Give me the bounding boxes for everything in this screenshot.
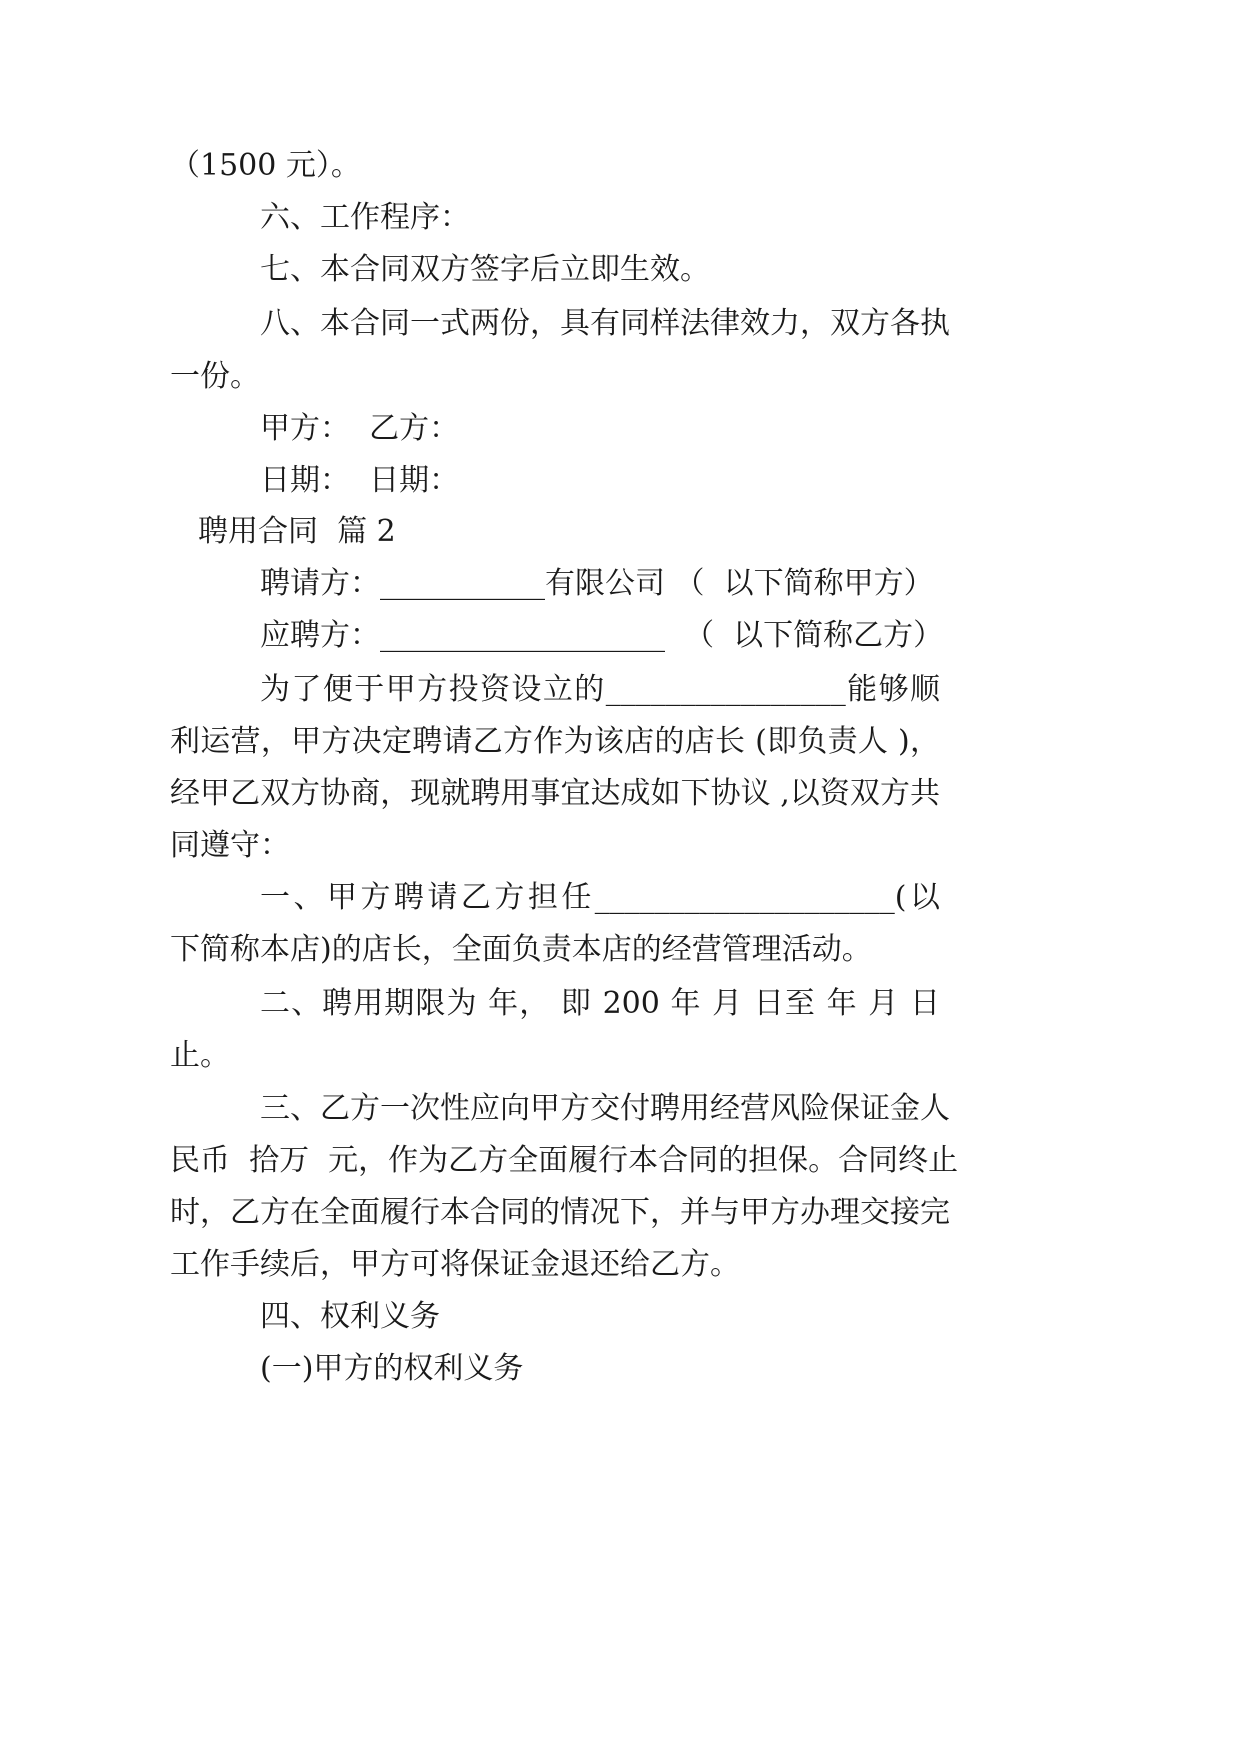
line-purpose-3: 经甲乙双方协商，现就聘用事宜达成如下协议 ,以资双方共 — [170, 776, 940, 811]
line-employer: 聘请方：___________有限公司 （ 以下简称甲方） — [260, 566, 934, 601]
line-purpose: 为了便于甲方投资设立的________________能够顺 — [260, 672, 940, 707]
line-item-3: 三、乙方一次性应向甲方交付聘用经营风险保证金人 — [260, 1091, 950, 1126]
line-amount: （1500 元）。 — [170, 148, 361, 183]
line-item-3-cont-2: 时，乙方在全面履行本合同的情况下，并与甲方办理交接完 — [170, 1195, 950, 1230]
section-heading: 聘用合同 篇 2 — [198, 514, 396, 549]
line-item-3-cont-1: 民币 拾万 元，作为乙方全面履行本合同的担保。合同终止 — [170, 1143, 959, 1178]
line-signatures: 甲方： 乙方： — [260, 411, 460, 446]
line-item-1: 一、甲方聘请乙方担任____________________(以 — [260, 880, 940, 915]
line-clause-8: 八、本合同一式两份，具有同样法律效力，双方各执 — [260, 306, 950, 341]
line-item-4: 四、权利义务 — [260, 1299, 440, 1334]
line-item-3-cont-3: 工作手续后，甲方可将保证金退还给乙方。 — [170, 1247, 740, 1282]
line-dates: 日期： 日期： — [260, 463, 460, 498]
line-clause-6: 六、工作程序： — [260, 200, 470, 235]
line-clause-8-cont: 一份。 — [170, 359, 260, 394]
line-item-2-cont: 止。 — [170, 1038, 230, 1073]
line-clause-7: 七、本合同双方签字后立即生效。 — [260, 252, 710, 287]
line-purpose-2: 利运营，甲方决定聘请乙方作为该店的店长 (即负责人 )， — [170, 724, 940, 759]
line-purpose-4: 同遵守： — [170, 828, 290, 863]
line-item-2: 二、聘用期限为 年， 即 200 年 月 日至 年 月 日 — [260, 986, 940, 1021]
line-item-1-cont: 下简称本店)的店长，全面负责本店的经营管理活动。 — [170, 932, 872, 967]
line-employee: 应聘方：___________________ （ 以下简称乙方） — [260, 618, 944, 653]
line-item-4-1: (一)甲方的权利义务 — [260, 1351, 524, 1386]
